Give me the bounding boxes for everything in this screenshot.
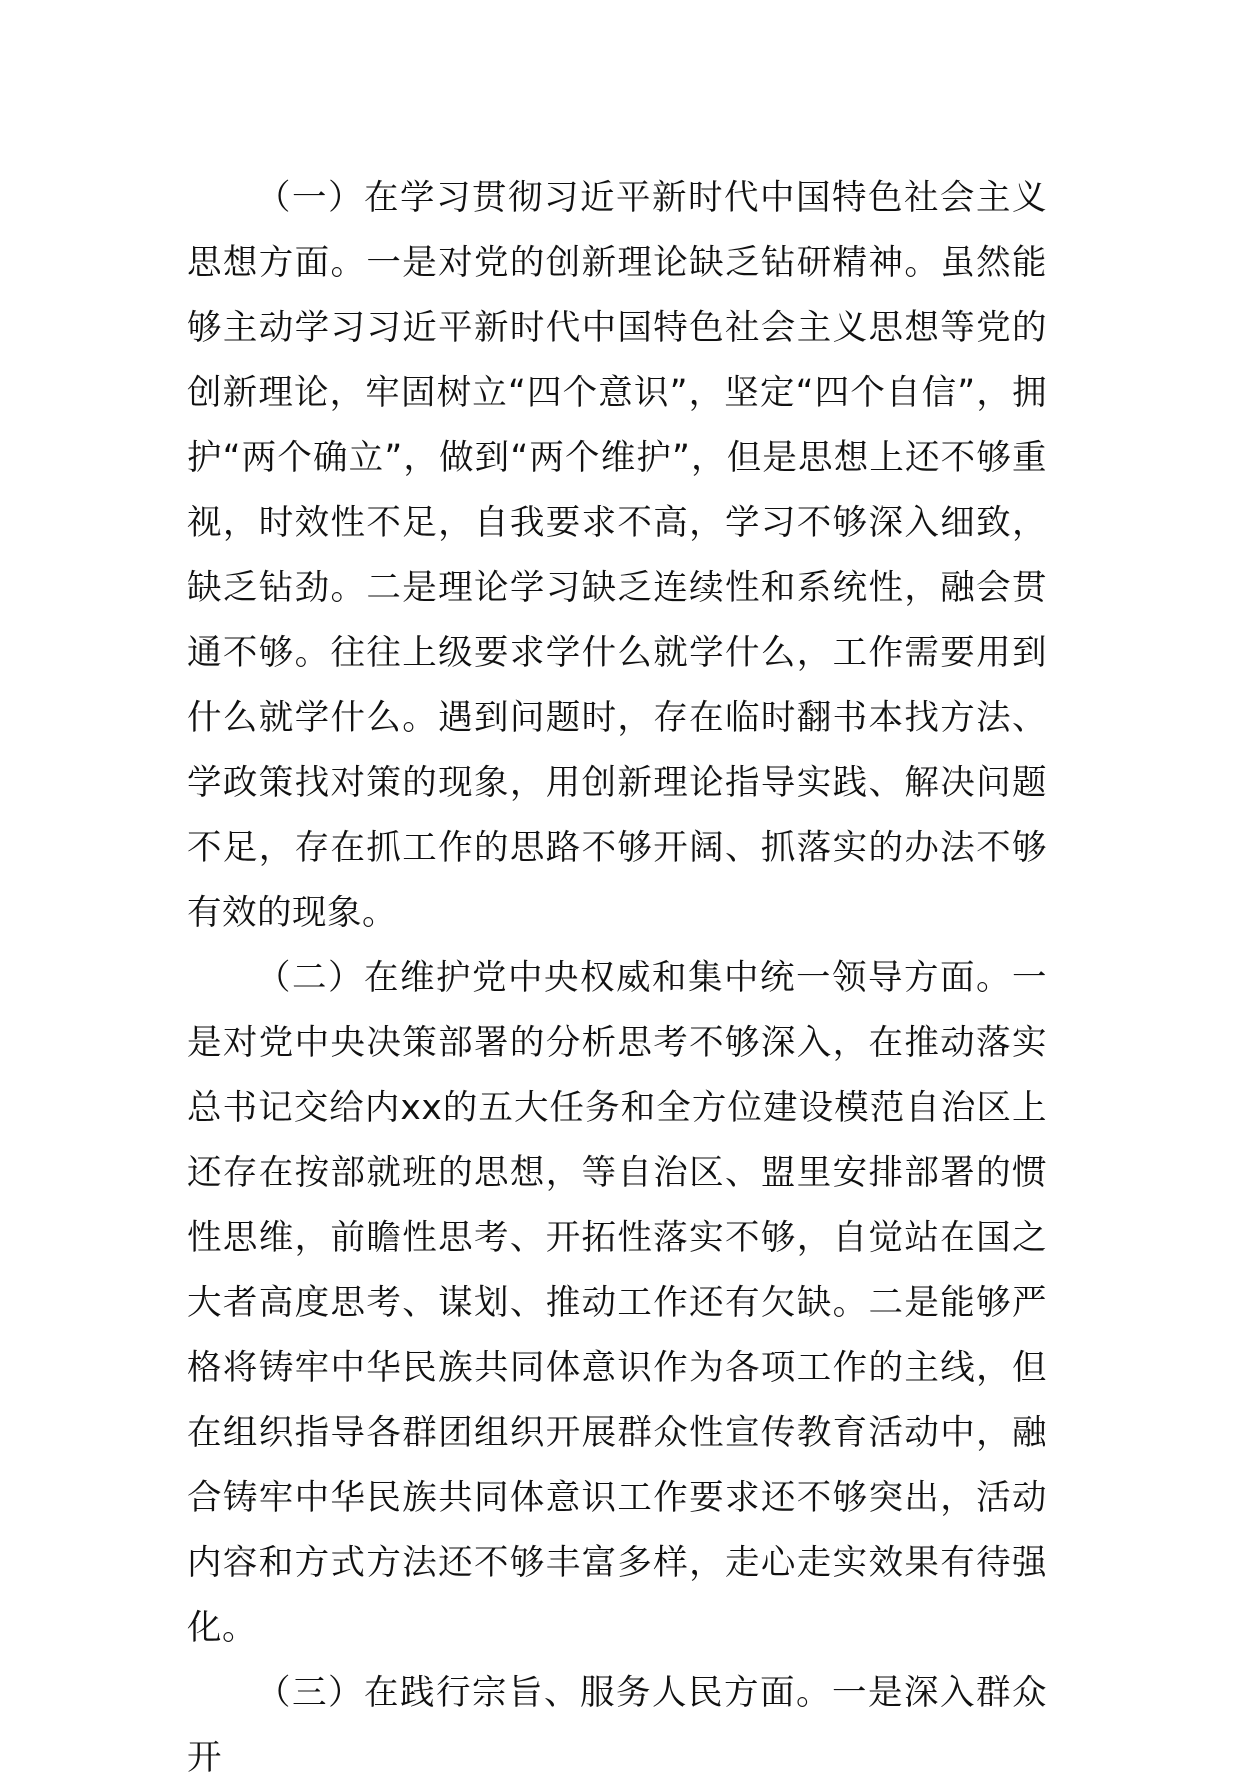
document-body	[187, 166, 1047, 1791]
paragraph-3: （三）在践行宗旨、服务人民方面。一是深入群众开	[187, 1673, 1047, 1778]
paragraph-2: （二）在维护党中央权威和集中统一领导方面。一是对党中央决策部署的分析思考不够深入，在推动落实总书记交给内xx的五大任务和全方位建设模范自治区上还存在按部就班的思想，等自治区、盟里安排部署的惯性思维，前瞻性思考、开拓性落实不够，自觉站在国之大者高度思考、谋划、推动工作还有欠缺。二是能够严格将铸牢中华民族共同体意识作为各项工作的主线，但在组织指导各群团组织开展群众性宣传教育活动中，融合铸牢中华民族共同体意识工作要求还不够突出，活动内容和方式方法还不够丰富多样，走心走实效果有待强化。	[187, 958, 1047, 1648]
paragraph-1: （一）在学习贯彻习近平新时代中国特色社会主义思想方面。一是对党的创新理论缺乏钻研精神。虽然能够主动学习习近平新时代中国特色社会主义思想等党的创新理论，牢固树立“四个意识”，坚定“四个自信”，拥护“两个确立”，做到“两个维护”，但是思想上还不够重视，时效性不足，自我要求不高，学习不够深入细致，缺乏钻劲。二是理论学习缺乏连续性和系统性，融会贯通不够。往往上级要求学什么就学什么，工作需要用到什么就学什么。遇到问题时，存在临时翻书本找方法、学政策找对策的现象，用创新理论指导实践、解决问题不足，存在抓工作的思路不够开阔、抓落实的办法不够有效的现象。	[187, 178, 1047, 933]
